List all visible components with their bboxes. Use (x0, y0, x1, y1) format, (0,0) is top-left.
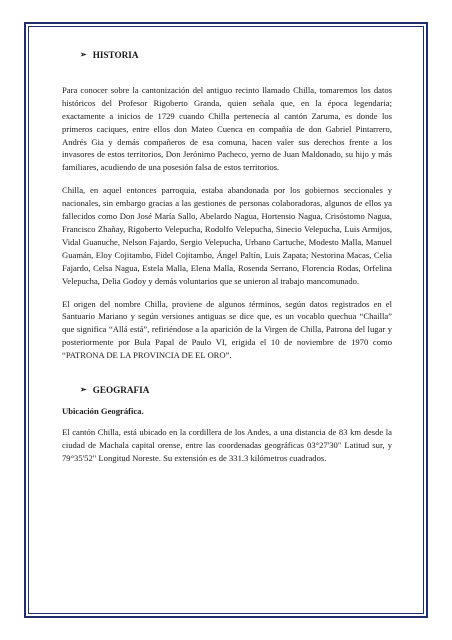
historia-paragraph-1: Para conocer sobre la cantonización del antiguo recinto llamado Chilla, tomaremos los datos históricos del Profesor Rigoberto Granda, quien señala que, en la época legendaria; exactamente a inicios de 1729 cuando Chilla pertenecía al cantón Zaruma, es donde los primeros caciques, entre ellos don Mateo Cuenca en compañía de don Gabriel Pintarrero, Andrés Gia y demás compañeros de esa comuna, hacen valer sus derechos frente a los invasores de estos territorios, Don Jerónimo Pacheco, yerno de Juan Maldonado, su hijo y más familiares, acudiendo de una posesión falsa de estos territorios. (62, 84, 392, 173)
ubicacion-subheading: Ubicación Geográfica. (62, 405, 144, 416)
geografia-paragraph: El cantón Chilla, está ubicado en la cordillera de los Andes, a una distancia de 83 km desde la ciudad de Machala capital orense, entre las coordenadas geográficas 03°27'30" Latitud sur, y 79°35'52" Longitud Noreste. Su extensión es de 331.3 kilómetros cuadrados. (62, 426, 392, 463)
historia-title: HISTORIA (92, 50, 139, 60)
geografia-title: GEOGRAFIA (92, 385, 150, 396)
document-body (62, 49, 392, 465)
arrow-bullet-icon: ➢ (80, 50, 87, 59)
historia-heading (80, 49, 392, 62)
historia-paragraph-3: El origen del nombre Chilla, proviene de algunos términos, según datos registrados en el Santuario Mariano y según versiones antiguas se dice que, es un vocablo quechua “Chailla” que significa “Allá está”, refiriéndose a la aparición de la Virgen de Chilla, Patrona del lugar y posteriormente por Bula Papal de Paulo VI, erigida el 10 de noviembre de 1970 como “PATRONA DE LA PROVINCIA DE EL ORO”. (62, 298, 392, 361)
arrow-bullet-icon: ➢ (80, 385, 87, 395)
geografia-heading (80, 384, 392, 397)
historia-paragraph-2: Chilla, en aquel entonces parroquia, estaba abandonada por los gobiernos seccionales y nacionales, sin embargo gracias a las gestiones de personas colaboradoras, algunos de ellos ya fallecidos como Don José María Sallo, Abelardo Nagua, Hortensio Nagua, Crisóstomo Nagua, Francisco Zhañay, Rigoberto Velepucha, Rodolfo Velepucha, Sinecio Velepucha, Luis Armijos, Vidal Guanuche, Nelson Fajardo, Sergio Velepucha, Urbano Cartuche, Modesto Malla, Manuel Guamán, Eloy Cojitambo, Fidel Cojitambo, Ángel Paltín, Luis Zapata; Nestorina Macas, Celia Fajardo, Celsa Nagua, Estela Malla, Elena Malla, Rosenda Serrano, Florencia Rodas, Orfelina Velepucha, Delia Godoy y demás voluntarios que se unieron al trabajo mancomunado. (62, 185, 392, 286)
